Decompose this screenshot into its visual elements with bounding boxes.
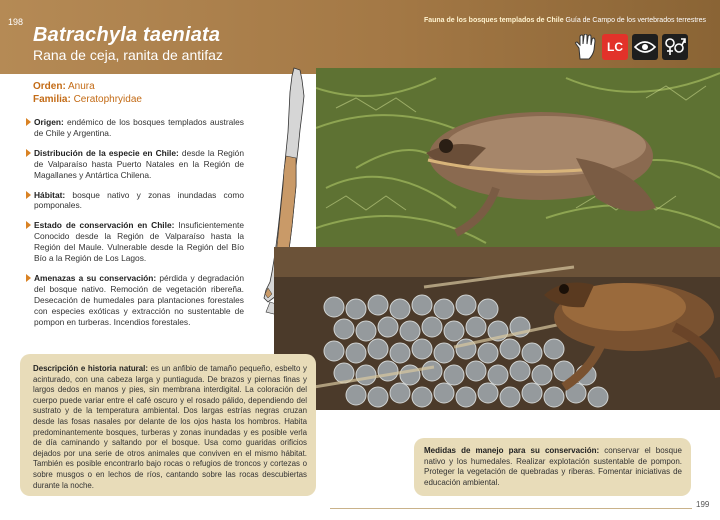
management-text: conservar el bosque nativo y los humedales. Realizar explotación sustentable de pompon. Proteger la vegetación de quebradas y riberas. Fomentar iniciativas de educación ambiental.: [424, 446, 682, 487]
taxonomy-order: [33, 80, 142, 93]
management-label: Medidas de manejo para su conservación:: [424, 446, 600, 455]
fact-label: Amenazas a su conservación:: [34, 272, 157, 283]
fact-text: endémico de los bosques templados australes de Chile y Argentina.: [34, 117, 244, 138]
description-panel: [20, 354, 316, 496]
fact-label: Origen:: [34, 117, 64, 127]
management-panel: [414, 438, 691, 496]
page-number-left: 198: [8, 17, 24, 27]
taxonomy: [33, 80, 142, 106]
family-value: Ceratophryidae: [73, 94, 142, 105]
frog-with-eggs-photo: [274, 247, 720, 410]
taxonomy-family: [33, 93, 142, 106]
species-scientific-name: Batrachyla taeniata: [33, 24, 221, 46]
fact-text: desde la Región de Valparaíso hasta Puerto Natales en la Región de Magallanes y Antártica Chilena.: [34, 147, 244, 180]
guide-title: [424, 17, 706, 24]
fact-distribution: [26, 148, 244, 181]
eye-icon: [632, 34, 658, 60]
lc-badge: LC: [602, 34, 628, 60]
guide-title-bold: Fauna de los bosques templados de Chile: [423, 17, 564, 24]
frog-on-ferns-photo: [316, 68, 720, 247]
fact-text: Insuficientemente Conocido desde la Región de Valparaíso hasta la Región del Maule. Vulnerable desde la Región del Bío Bío a la Región de Los Lagos.: [34, 220, 244, 264]
status-icons: [572, 34, 688, 60]
family-label: Familia:: [33, 94, 71, 105]
female-male-icon: [662, 34, 688, 60]
fact-origin: [26, 117, 244, 139]
species-common-name: Rana de ceja, ranita de antifaz: [33, 47, 223, 63]
fact-text: pérdida y degradación del bosque nativo. Remoción de vegetación ribereña. Desecación de humedales para plantaciones forestales con especies exóticas y extracción no sustentable de pompon en turberas. Incendios forestales.: [34, 272, 244, 327]
order-value: Anura: [68, 81, 95, 92]
fact-habitat: [26, 190, 244, 212]
order-label: Orden:: [33, 81, 66, 92]
fact-label: Distribución de la especie en Chile:: [34, 147, 179, 158]
fact-conservation-status: [26, 220, 244, 264]
fact-text: bosque nativo y zonas inundadas como pomponales.: [34, 189, 244, 211]
fact-threats: [26, 273, 244, 328]
footer-rule: [330, 508, 692, 509]
fact-label: Hábitat:: [34, 189, 66, 200]
fact-label: Estado de conservación en Chile:: [34, 220, 175, 231]
description-text: es un anfibio de tamaño pequeño, esbelto y acinturado, con una cabeza larga y puntiaguda. De brazos y piernas finas y largos dedos en manos y pies, sin membrana interdigital. La coloración del cuerpo puede variar entre el café oscuro y el rosado pálido, dependiendo del sustrato y de la temperatura ambiental. Dos largas estrías negras cruzan desde las fosas nasales por delante de los ojos hasta los hombros. Habita predominantemente bosques, turberas y zonas inundadas y es posible verla de día caminando y saltando por el bosque. Usa como guaridas orificios dejados por una serie de otros animales que conviven en el mismo hábitat. También es posible encontrarlo bajo rocas o refugios de troncos y cortezas o sobre musgos o en lechos de ríos, cantando sobre las rocas descubiertas durante la noche.: [33, 364, 307, 490]
page-number-right: 199: [696, 500, 710, 509]
description-label: Descripción e historia natural:: [33, 364, 148, 373]
species-facts: [26, 117, 244, 337]
hand-icon: [572, 34, 598, 60]
guide-title-rest: Guía de Campo de los vertebrados terrestres: [563, 17, 706, 24]
